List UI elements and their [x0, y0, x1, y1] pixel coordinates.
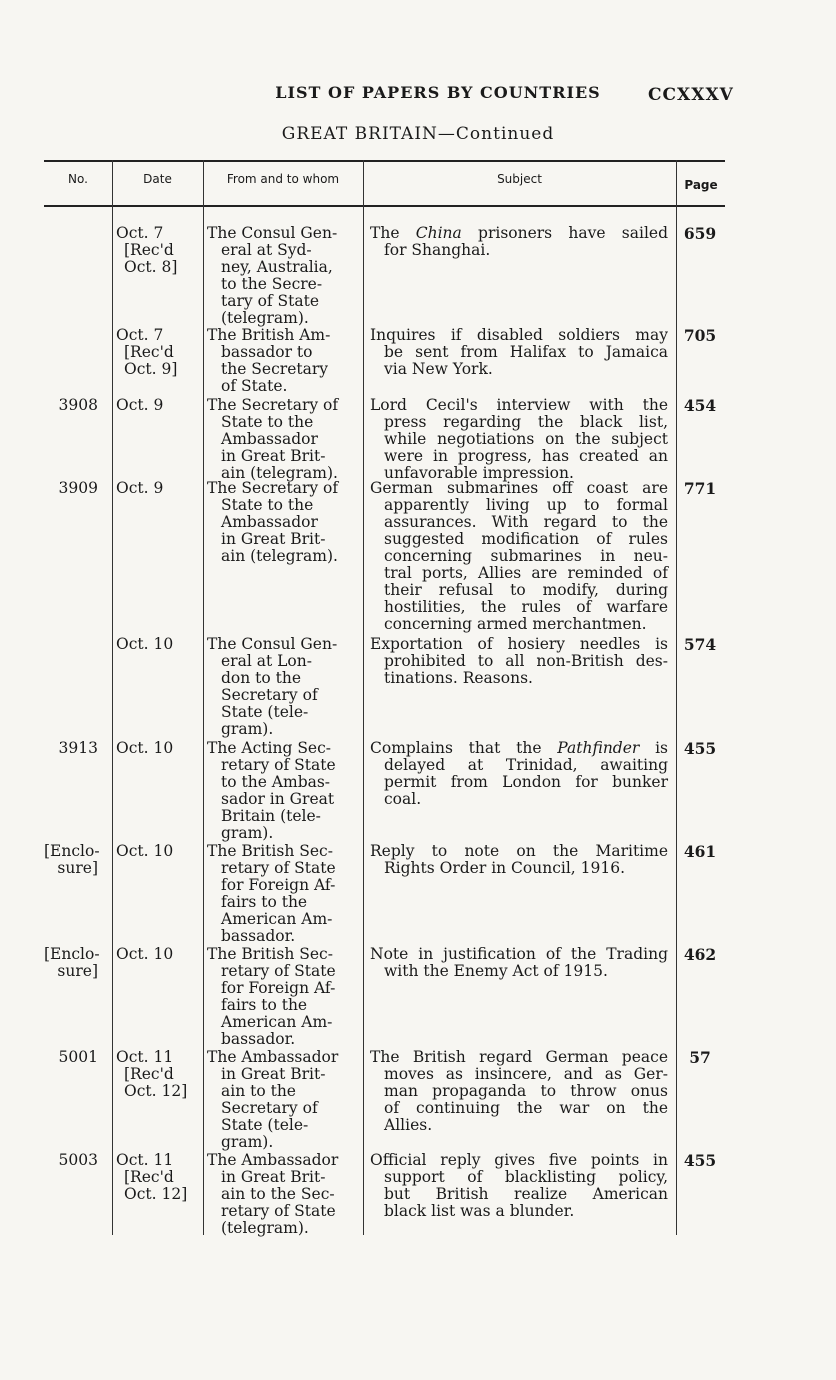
entry-from-to: The Consul Gen- eral at Lon- don to the Secretary of State (tele- gram). [207, 635, 338, 738]
entry-subject: Reply to note on the Maritime Rights Order in Council, 1916. [370, 842, 668, 877]
entry-subject: Note in justification of the Trading with the Enemy Act of 1915. [370, 945, 668, 980]
entry-date: Oct. 10 [116, 945, 174, 963]
entry-subject: Complains that the Pathfinder is delayed at Trinidad, awaiting permit from London for bunker coal. [370, 739, 668, 808]
column-divider [112, 160, 113, 1235]
entry-from-to: The Secretary of State to the Ambassador in Great Brit- ain (telegram). [207, 396, 339, 482]
italic-title: China [415, 224, 462, 242]
entry-from-to: The Secretary of State to the Ambassador in Great Brit- ain (telegram). [207, 479, 339, 565]
entry-number: 5001 [58, 1048, 98, 1066]
entry-number: [Enclo- sure] [44, 842, 100, 877]
column-header-from: From and to whom [226, 172, 340, 186]
entry-subject: The China prisoners have sailed for Shanghai. [370, 224, 668, 259]
column-divider [363, 160, 364, 1235]
entry-from-to: The British Am- bassador to the Secretary of State. [207, 326, 331, 395]
entry-page: 455 [683, 1151, 717, 1170]
entry-number: 3913 [58, 739, 98, 757]
entry-number: 3908 [58, 396, 98, 414]
entry-number: [Enclo- sure] [44, 945, 100, 980]
column-divider [676, 160, 677, 1235]
entry-page: 57 [689, 1048, 711, 1067]
entry-page: 705 [683, 326, 717, 345]
section-subtitle: GREAT BRITAIN—Continued [281, 124, 555, 144]
entry-number: 5003 [58, 1151, 98, 1169]
column-header-page: Page [684, 178, 718, 192]
entry-page: 461 [683, 842, 717, 861]
entry-from-to: The Acting Sec- retary of State to the Ambas- sador in Great Britain (tele- gram). [207, 739, 336, 842]
entry-subject: Official reply gives five points in support of blacklisting policy, but British realize American black list was a blunder. [370, 1151, 668, 1220]
page-header-title: LIST OF PAPERS BY COUNTRIES [275, 83, 601, 102]
entry-subject: Exportation of hosiery needles is prohibited to all non-British des- tinations. Reasons. [370, 635, 668, 687]
entry-date: Oct. 10 [116, 739, 174, 757]
entry-page: 771 [683, 479, 717, 498]
entry-page: 455 [683, 739, 717, 758]
entry-page: 462 [683, 945, 717, 964]
column-header-no: No. [68, 172, 88, 186]
entry-date: Oct. 7 [Rec'd Oct. 9] [116, 326, 178, 378]
entry-date: Oct. 11 [Rec'd Oct. 12] [116, 1048, 188, 1100]
entry-subject: Inquires if disabled soldiers may be sent from Halifax to Jamaica via New York. [370, 326, 668, 378]
entry-date: Oct. 11 [Rec'd Oct. 12] [116, 1151, 188, 1203]
entry-subject: Lord Cecil's interview with the press regarding the black list, while negotiations on the subject were in progress, has created an unfavorable impression. [370, 396, 668, 482]
column-header-date: Date [143, 172, 172, 186]
entry-page: 659 [683, 224, 717, 243]
entry-from-to: The British Sec- retary of State for Foreign Af- fairs to the American Am- bassador. [207, 842, 336, 945]
entry-from-to: The British Sec- retary of State for Foreign Af- fairs to the American Am- bassador. [207, 945, 336, 1048]
entry-date: Oct. 9 [116, 479, 164, 497]
italic-title: Pathfinder [557, 739, 640, 757]
table-header-rule [44, 205, 725, 207]
column-header-subject: Subject [497, 172, 542, 186]
entry-subject: German submarines off coast are apparently living up to formal assurances. With regard to the suggested modification of rules concerning submarines in neu- tral ports, Allies are reminded of their refusal to modify, during hostilities, the rules of warfare concerning armed merchantmen. [370, 479, 668, 633]
entry-page: 454 [683, 396, 717, 415]
entry-date: Oct. 10 [116, 842, 174, 860]
entry-page: 574 [683, 635, 717, 654]
entry-date: Oct. 10 [116, 635, 174, 653]
entry-from-to: The Ambassador in Great Brit- ain to the Sec- retary of State (telegram). [207, 1151, 339, 1237]
entry-number: 3909 [58, 479, 98, 497]
entry-from-to: The Consul Gen- eral at Syd- ney, Australia, to the Secre- tary of State (telegram). [207, 224, 338, 327]
entry-date: Oct. 7 [Rec'd Oct. 8] [116, 224, 178, 276]
entry-subject: The British regard German peace moves as insincere, and as Ger- man propaganda to throw onus of continuing the war on the Allies. [370, 1048, 668, 1134]
entry-date: Oct. 9 [116, 396, 164, 414]
page-number-roman: CCXXXV [648, 85, 734, 105]
table-top-rule [44, 160, 725, 162]
entry-from-to: The Ambassador in Great Brit- ain to the Secretary of State (tele- gram). [207, 1048, 339, 1151]
column-divider [203, 160, 204, 1235]
